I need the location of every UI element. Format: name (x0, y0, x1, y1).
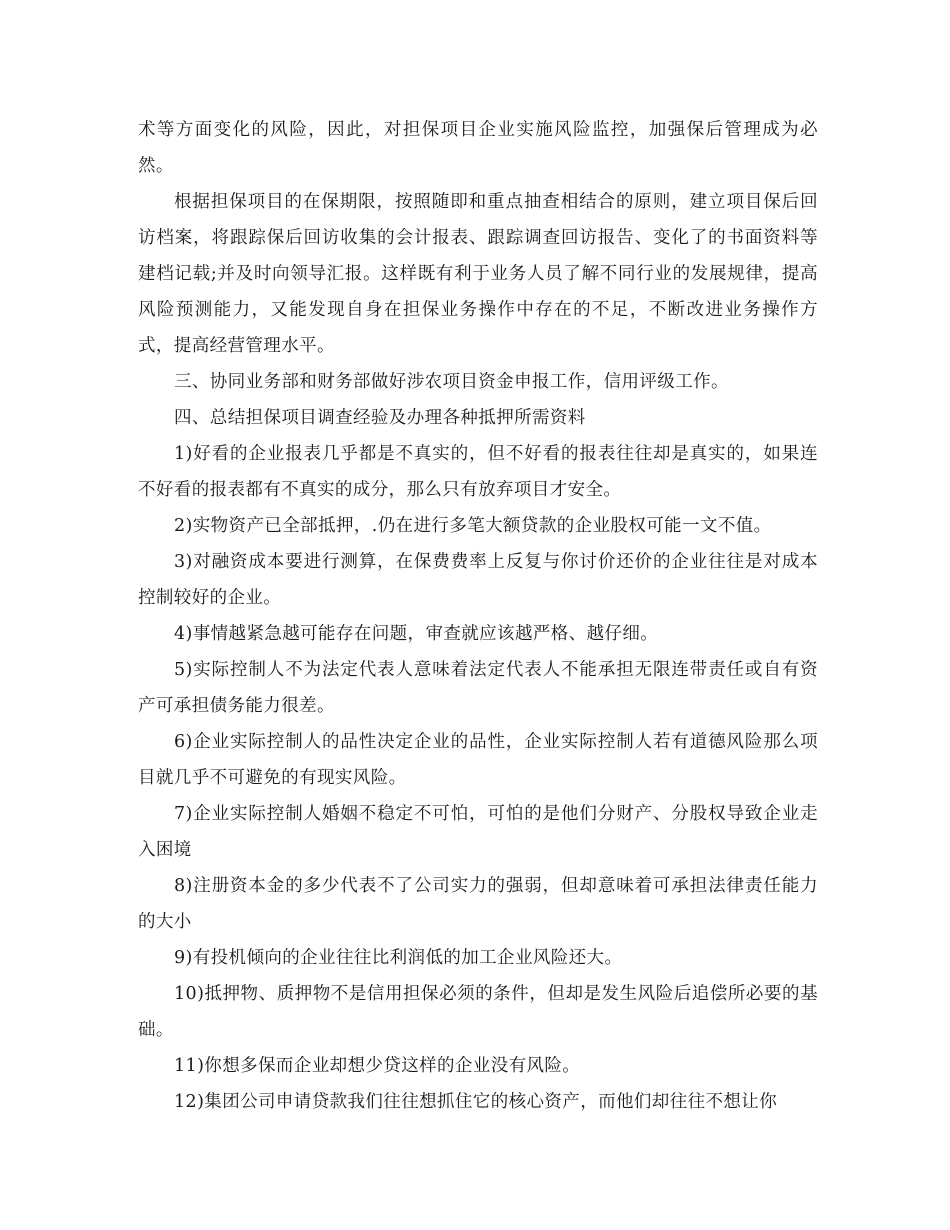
list-item-8: 8)注册资本金的多少代表不了公司实力的强弱，但却意味着可承担法律责任能力的大小 (138, 876, 818, 932)
list-item-4: 4)事情越紧急越可能存在问题，审查就应该越严格、越仔细。 (174, 624, 659, 644)
list-item-6: 6)企业实际控制人的品性决定企业的品性，企业实际控制人若有道德风险那么项目就几乎不可避免的有现实风险。 (138, 732, 818, 788)
section-heading-three: 三、协同业务部和财务部做好涉农项目资金申报工作，信用评级工作。 (174, 372, 729, 392)
paragraph-continuation: 术等方面变化的风险，因此，对担保项目企业实施风险监控，加强保后管理成为必然。 (138, 120, 818, 176)
list-item-3: 3)对融资成本要进行测算，在保费费率上反复与你讨价还价的企业往往是对成本控制较好的企业。 (138, 552, 818, 608)
list-item-12: 12)集团公司申请贷款我们往往想抓住它的核心资产，而他们却往往不想让你 (174, 1092, 778, 1112)
section-heading-four: 四、总结担保项目调查经验及办理各种抵押所需资料 (174, 408, 586, 428)
document-body (138, 112, 818, 1120)
list-item-1: 1)好看的企业报表几乎都是不真实的，但不好看的报表往往却是真实的，如果连不好看的报表都有不真实的成分，那么只有放弃项目才安全。 (138, 444, 818, 500)
list-item-9: 9)有投机倾向的企业往往比利润低的加工企业风险还大。 (174, 948, 623, 968)
list-item-5: 5)实际控制人不为法定代表人意味着法定代表人不能承担无限连带责任或自有资产可承担债务能力很差。 (138, 660, 818, 716)
list-item-11: 11)你想多保而企业却想少贷这样的企业没有风险。 (174, 1056, 581, 1076)
list-item-10: 10)抵押物、质押物不是信用担保必须的条件，但却是发生风险后追偿所必要的基础。 (138, 984, 818, 1040)
list-item-2: 2)实物资产已全部抵押，.仍在进行多笔大额贷款的企业股权可能一文不值。 (174, 516, 772, 536)
paragraph-post-guarantee-followup: 根据担保项目的在保期限，按照随即和重点抽查相结合的原则，建立项目保后回访档案，将跟踪保后回访收集的会计报表、跟踪调查回访报告、变化了的书面资料等建档记载;并及时向领导汇报。这样既有利于业务人员了解不同行业的发展规律，提高风险预测能力，又能发现自身在担保业务操作中存在的不足，不断改进业务操作方式，提高经营管理水平。 (138, 192, 818, 356)
list-item-7: 7)企业实际控制人婚姻不稳定不可怕，可怕的是他们分财产、分股权导致企业走入困境 (138, 804, 818, 860)
